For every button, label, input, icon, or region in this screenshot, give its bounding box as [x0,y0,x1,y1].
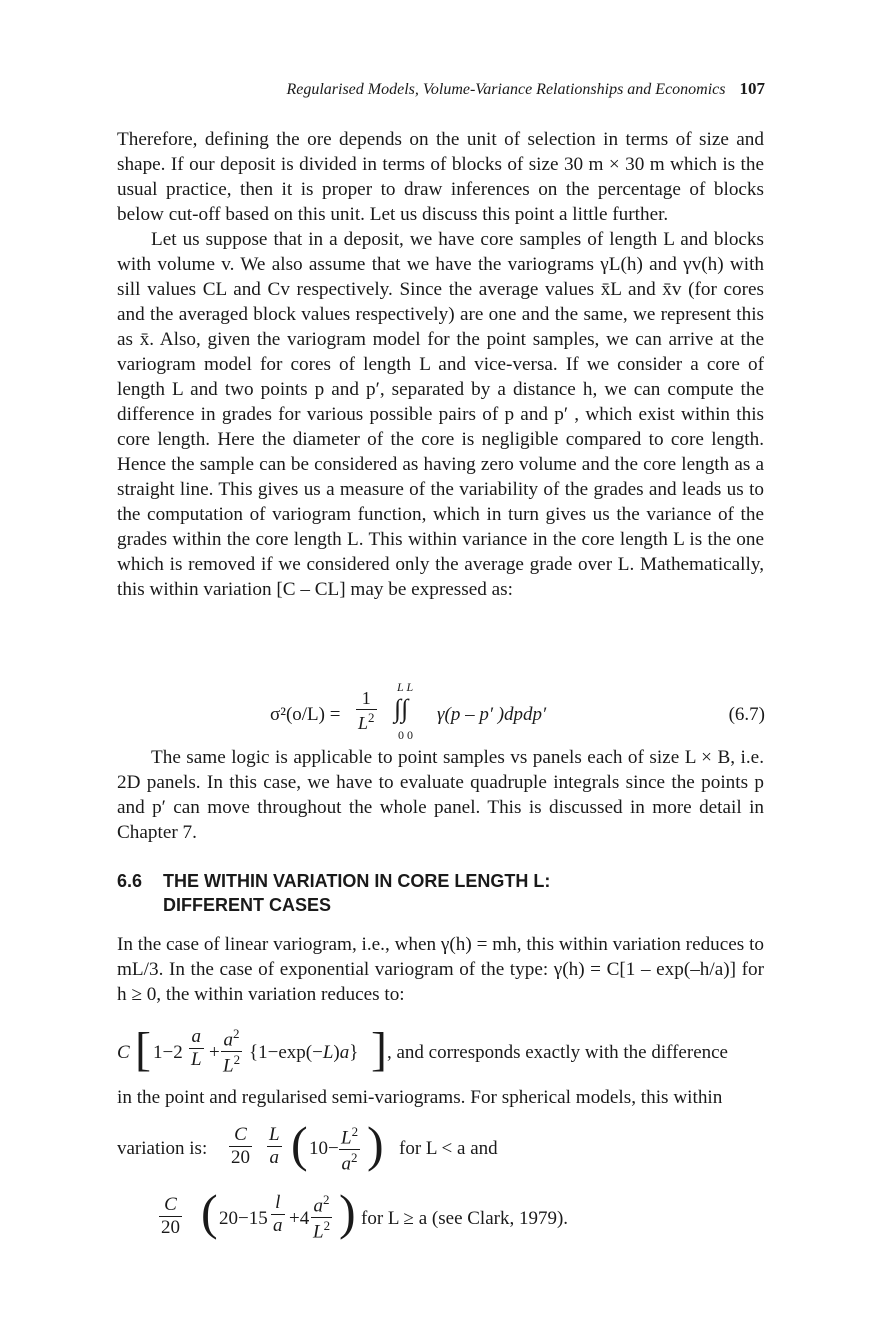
eq-frac-a2-L2-b: $\frac{a^2}{L^2}$ [313,1192,331,1243]
body-section-4 [117,1085,764,1110]
right-paren-2: ) [339,1184,356,1240]
section-title-line1: THE WITHIN VARIATION IN CORE LENGTH L: [163,871,551,891]
eq-frac-l-a: $\frac{l}{a}$ [273,1192,283,1236]
paragraph-6: in the point and regularised semi-variograms. For spherical models, this within [117,1087,723,1108]
eq-frac-a2-L2: $\frac{a^2}{L^2}$ [223,1026,241,1077]
body-section-3 [117,932,764,1007]
left-bracket: [ [135,1023,151,1076]
running-title: Regularised Models, Volume-Variance Relationships and Economics [286,81,726,98]
eq-exponential-tail: , and corresponds exactly with the difference [387,1042,728,1063]
equation-spherical-1: variation is: $\frac{C}{20}$ $\frac{L}{a}$ ( 10− $\frac{L^2}{a^2}$ ) for L < a and [117,1116,498,1175]
section-heading [117,869,550,917]
equation-lhs: σ²(o/L) = [270,704,341,725]
body-section-1 [117,127,764,602]
paragraph-2: Let us suppose that in a deposit, we have core samples of length L and blocks with volume v. We also assume that we have the variograms γL(h) and γv(h) with sill values CL and Cv respectively. Since the average values x̄L and x̄v (for cores and the averaged block values respectively) are one and the same, we represent this as x̄. Also, given the variogram model for the point samples, we can arrive at the variogram model for cores of length L and vice-versa. If we consider a core of length L and two points p and p′, separated by a distance h, we can compute the difference in grades for various possible pairs of p and p′ , which exist within this core length. Here the diameter of the core is negligible compared to core length. Hence the sample can be considered as having zero volume and the core length as a straight line. This gives us a measure of the variability of the grades and leads us to the computation of variogram function, which in turn gives us the variance of the grades within the core length L. This within variance in the core length L is the one which is removed if we considered only the average grade over L. Mathematically, this within variation [C – CL] may be expressed as: [117,229,764,600]
page-number: 107 [739,79,765,98]
right-paren: ) [367,1116,384,1172]
equation-fraction: $\frac{1}{L^2}$ [358,688,375,733]
paragraph-3: The same logic is applicable to point samples vs panels each of size L × B, i.e. 2D panels. In this case, we have to evaluate quadruple integrals since the points p and p′ can move throughout the whole panel. This is discussed in more detail in Chapter 7. [117,747,764,843]
paragraph-4: In the case of linear variogram, i.e., when γ(h) = mh, this within variation reduces to mL/3. In the case of exponential variogram of the type: γ(h) = C[1 – exp(–h/a)] for h ≥ 0, the within variation reduces to: [117,934,764,1005]
section-title-line2: DIFFERENT CASES [163,895,332,915]
body-section-2 [117,745,764,845]
integral-limits: L L [397,680,414,694]
eq-frac-L2-a2: $\frac{L^2}{a^2}$ [341,1124,359,1175]
equation-spherical-2: $\frac{C}{20}$ ( 20−15 $\frac{l}{a}$ +4 $\frac{a^2}{L^2}$ ) for L ≥ a (see Clark, 1979). [117,1184,764,1264]
condition-L-geq-a: for L ≥ a (see Clark, 1979). [361,1208,569,1229]
eq-frac-C-20: $\frac{C}{20}$ [231,1124,250,1168]
left-paren: ( [291,1116,308,1172]
equation-exponential: C [ 1−2 $\frac{a}{L}$ + $\frac{a^2}{L^2}$ {1−exp(−L)a} ] , and corresponds exactly with the difference [117,1023,728,1077]
variation-is-label: variation is: [117,1138,208,1159]
eq-C: C [117,1042,130,1063]
section-number: 6.6 [117,871,143,891]
left-paren-2: ( [201,1184,218,1240]
running-head [117,79,765,99]
eq-one-minus-two: 1−2 [153,1042,183,1063]
double-integral-symbol: ∫∫ [394,694,409,723]
paragraph-1: Therefore, defining the ore depends on the unit of selection in terms of size and shape. If our deposit is divided in terms of blocks of size 30 m × 30 m which is the usual practice, then it is proper to draw inferences on the percentage of blocks below cut-off based on this unit. Let us discuss this point a little further. [117,129,764,225]
equation-number: (6.7) [728,704,765,725]
equation-6-7 [270,682,765,744]
eq-frac-C-20-b: $\frac{C}{20}$ [161,1194,180,1238]
eq-frac-L-a: $\frac{L}{a}$ [269,1124,280,1168]
right-bracket: ] [371,1023,387,1076]
eq-brace-term: {1−exp(−L)a} [249,1042,359,1063]
equation-integrand: γ(p – p′ )dpdp′ [437,704,547,725]
integral-lower-limits: 0 0 [398,728,413,742]
eq-frac-a-L: $\frac{a}{L}$ [191,1026,202,1070]
condition-L-less-a: for L < a and [399,1138,498,1159]
